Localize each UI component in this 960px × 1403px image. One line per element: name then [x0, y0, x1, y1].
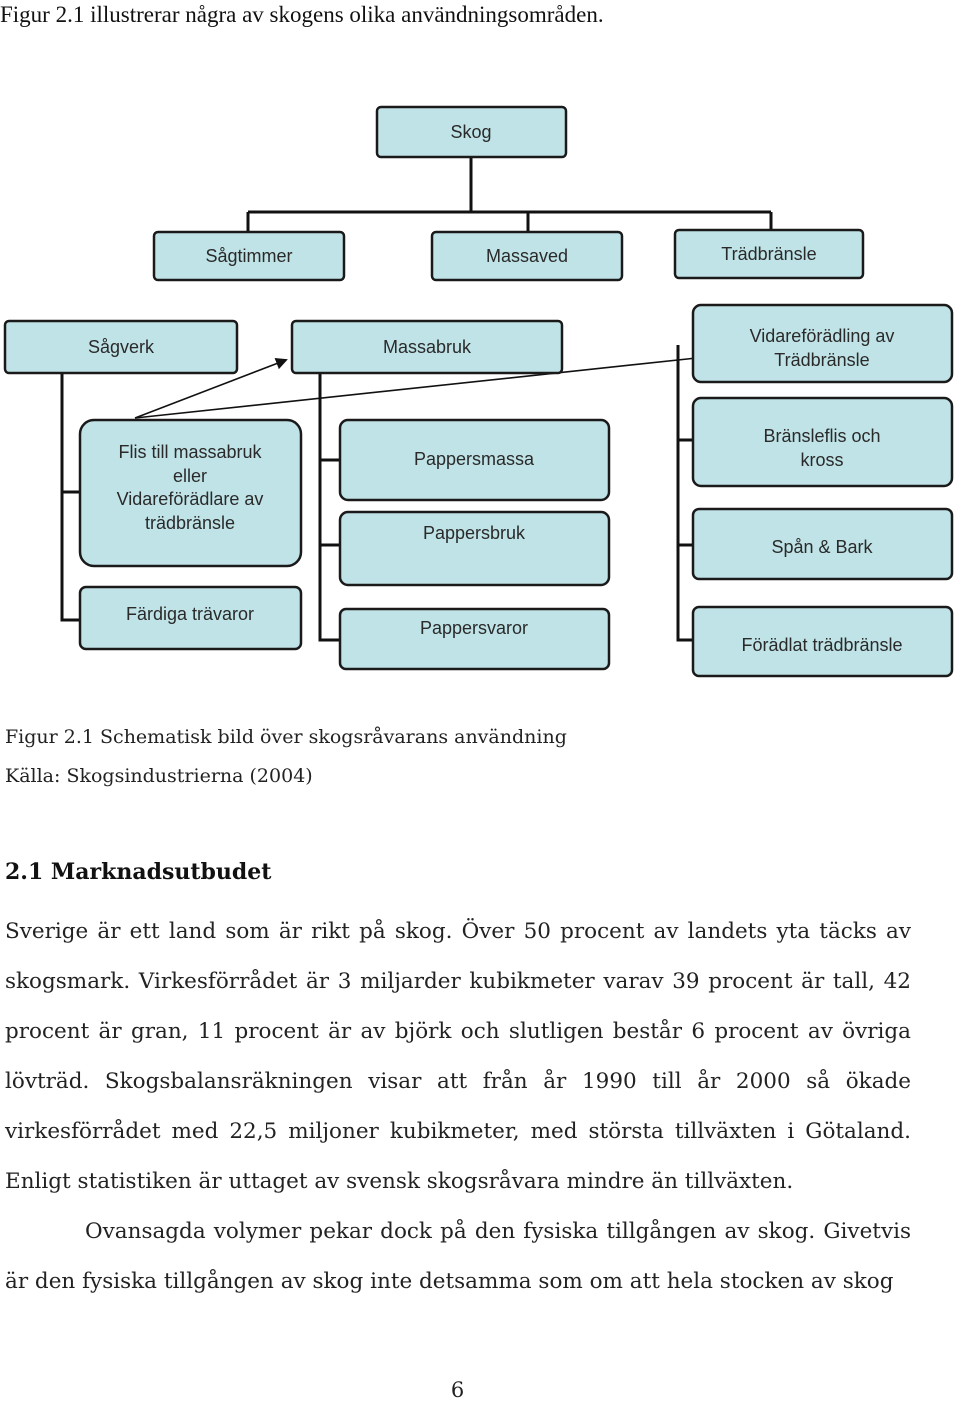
- node-foradlat-tradbransle: [693, 607, 952, 676]
- paragraph-2: Ovansagda volymer pekar dock på den fysiska tillgången av skog. Givetvis är den fysiska tillgången av skog inte detsamma som om att hela stocken av skog: [5, 1219, 911, 1294]
- node-skog: [377, 107, 566, 157]
- svg-text:Färdiga trävaror: Färdiga trävaror: [125, 603, 255, 624]
- node-pappersmassa: [340, 420, 609, 500]
- svg-text:Vidareförädling av: Vidareförädling av: [749, 325, 895, 346]
- svg-text:Massabruk: Massabruk: [382, 336, 472, 357]
- figure-caption: Figur 2.1 Schematisk bild över skogsråvarans användning: [5, 726, 567, 748]
- node-sagtimmer: [154, 232, 344, 280]
- node-flis: [80, 420, 301, 566]
- svg-text:Bränsleflis och: Bränsleflis och: [763, 425, 881, 446]
- node-tradbransle: [675, 230, 863, 278]
- node-span-bark: [693, 509, 952, 579]
- node-pappersvaror: [340, 609, 609, 669]
- node-bransleflis: [693, 398, 952, 486]
- section-body: [5, 907, 911, 1307]
- svg-text:trädbränsle: trädbränsle: [144, 512, 236, 533]
- intro-line: Figur 2.1 illustrerar några av skogens olika användningsområden.: [0, 2, 604, 27]
- svg-text:Sågtimmer: Sågtimmer: [205, 245, 293, 266]
- svg-text:Pappersmassa: Pappersmassa: [413, 448, 535, 469]
- svg-text:Trädbränsle: Trädbränsle: [721, 243, 817, 264]
- section-heading: 2.1 Marknadsutbudet: [5, 859, 272, 885]
- svg-text:eller: eller: [172, 465, 208, 486]
- svg-text:Trädbränsle: Trädbränsle: [774, 349, 870, 370]
- page-number: 6: [450, 1378, 465, 1402]
- svg-text:kross: kross: [800, 449, 844, 470]
- paragraph-1: Sverige är ett land som är rikt på skog. Över 50 procent av landets yta täcks av skogsmark. Virkesförrådet är 3 miljarder kubikmeter varav 39 procent är tall, 42 procent är gran, 11 procent är av björk och slutligen består 6 procent av övriga lövträd. Skogsbalansräkningen visar att från år 1990 till år 2000 så ökade virkesförrådet med 22,5 miljoner kubikmeter, med största tillväxten i Götaland. Enligt statistiken är uttaget av svensk skogsråvara mindre än tillväxten.: [5, 919, 911, 1194]
- svg-text:Spån & Bark: Spån & Bark: [771, 536, 873, 557]
- figure-source: Källa: Skogsindustrierna (2004): [5, 765, 313, 787]
- svg-text:Massaved: Massaved: [485, 245, 569, 266]
- svg-text:Skog: Skog: [450, 121, 492, 142]
- svg-text:Sågverk: Sågverk: [87, 336, 155, 357]
- forest-usage-diagram: [0, 0, 960, 700]
- svg-text:Förädlat trädbränsle: Förädlat trädbränsle: [741, 634, 903, 655]
- node-massaved: [432, 232, 622, 280]
- node-sagverk: [5, 321, 237, 373]
- node-massabruk: [292, 321, 562, 373]
- node-pappersbruk: [340, 512, 609, 585]
- node-vidareforadling: [693, 305, 952, 382]
- node-fardiga-travaror: [80, 587, 301, 649]
- svg-text:Pappersvaror: Pappersvaror: [419, 617, 529, 638]
- svg-text:Pappersbruk: Pappersbruk: [422, 522, 526, 543]
- svg-text:Vidareförädlare av: Vidareförädlare av: [116, 488, 264, 509]
- svg-text:Flis till massabruk: Flis till massabruk: [118, 441, 262, 462]
